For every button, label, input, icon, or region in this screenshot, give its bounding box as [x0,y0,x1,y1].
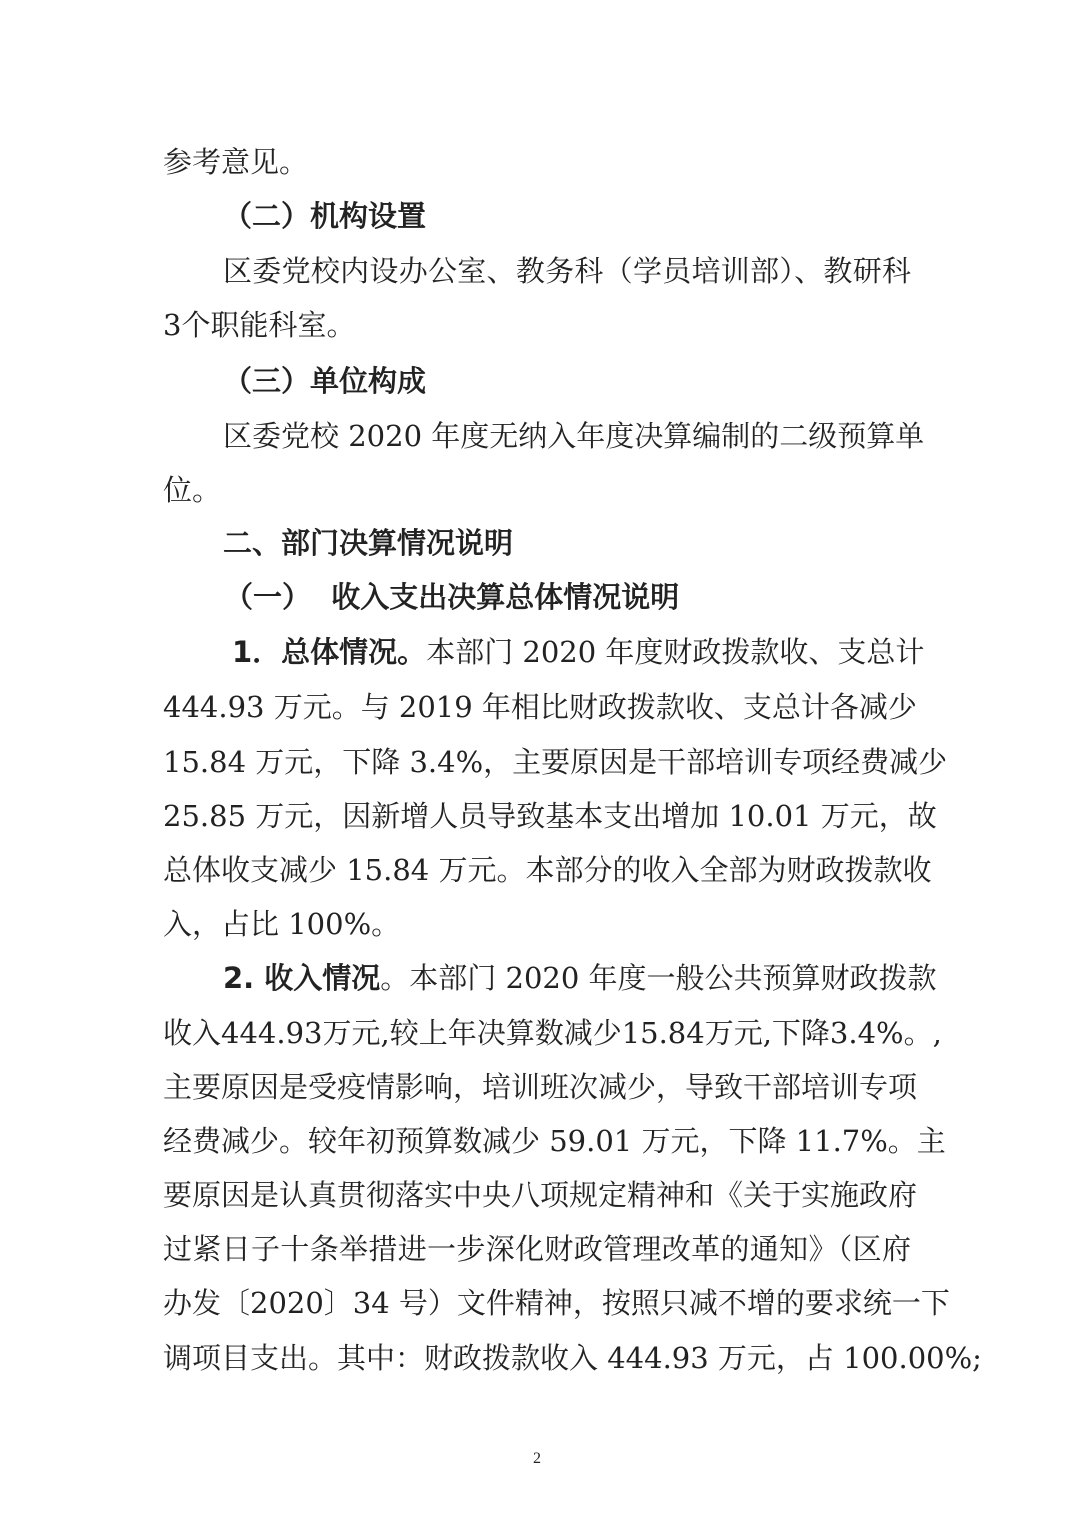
paragraph-line: 位。 [163,473,222,507]
subsection-heading-summary: （一） 收入支出决算总体情况说明 [224,580,680,614]
subsection-heading-units: （三）单位构成 [223,364,427,398]
paragraph-line: 要原因是认真贯彻落实中央八项规定精神和《关于实施政府 [163,1178,918,1212]
lead-in-overall: 1．总体情况。 [232,635,427,669]
paragraph-line: 区委党校 2020 年度无纳入年度决算编制的二级预算单 [223,419,925,453]
paragraph-line: 收入444.93万元,较上年决算数减少15.84万元,下降3.4%。, [163,1016,942,1050]
lead-rest: 。本部门 2020 年度一般公共预算财政拨款 [380,961,937,995]
paragraph-line: 15.84 万元，下降 3.4%，主要原因是干部培训专项经费减少 [163,745,948,779]
paragraph-line: 主要原因是受疫情影响，培训班次减少，导致干部培训专项 [163,1070,918,1104]
paragraph-line: 入，占比 100%。 [163,907,401,941]
paragraph-line: 过紧日子十条举措进一步深化财政管理改革的通知》（区府 [163,1232,911,1266]
paragraph-line [223,960,937,996]
section-heading: 二、部门决算情况说明 [223,526,514,560]
paragraph-line [232,634,925,670]
lead-in-income: 2. 收入情况 [223,961,381,995]
paragraph-line: 办发〔2020〕34 号）文件精神，按照只减不增的要求统一下 [163,1286,950,1320]
paragraph-line: 经费减少。较年初预算数减少 59.01 万元，下降 11.7%。主 [163,1124,946,1158]
paragraph-line: 3个职能科室。 [163,308,356,342]
subsection-heading-organization: （二）机构设置 [223,199,427,233]
paragraph-line: 444.93 万元。与 2019 年相比财政拨款收、支总计各减少 [163,690,917,724]
paragraph-line: 总体收支减少 15.84 万元。本部分的收入全部为财政拨款收 [163,853,932,887]
paragraph-line: 25.85 万元，因新增人员导致基本支出增加 10.01 万元，故 [163,799,937,833]
paragraph-line: 调项目支出。其中：财政拨款收入 444.93 万元，占 100.00%; [163,1341,982,1375]
page-number: 2 [533,1450,541,1467]
lead-rest: 本部门 2020 年度财政拨款收、支总计 [426,635,925,669]
paragraph-line: 参考意见。 [163,145,309,179]
paragraph-line: 区委党校内设办公室、教务科（学员培训部）、教研科 [223,254,911,288]
